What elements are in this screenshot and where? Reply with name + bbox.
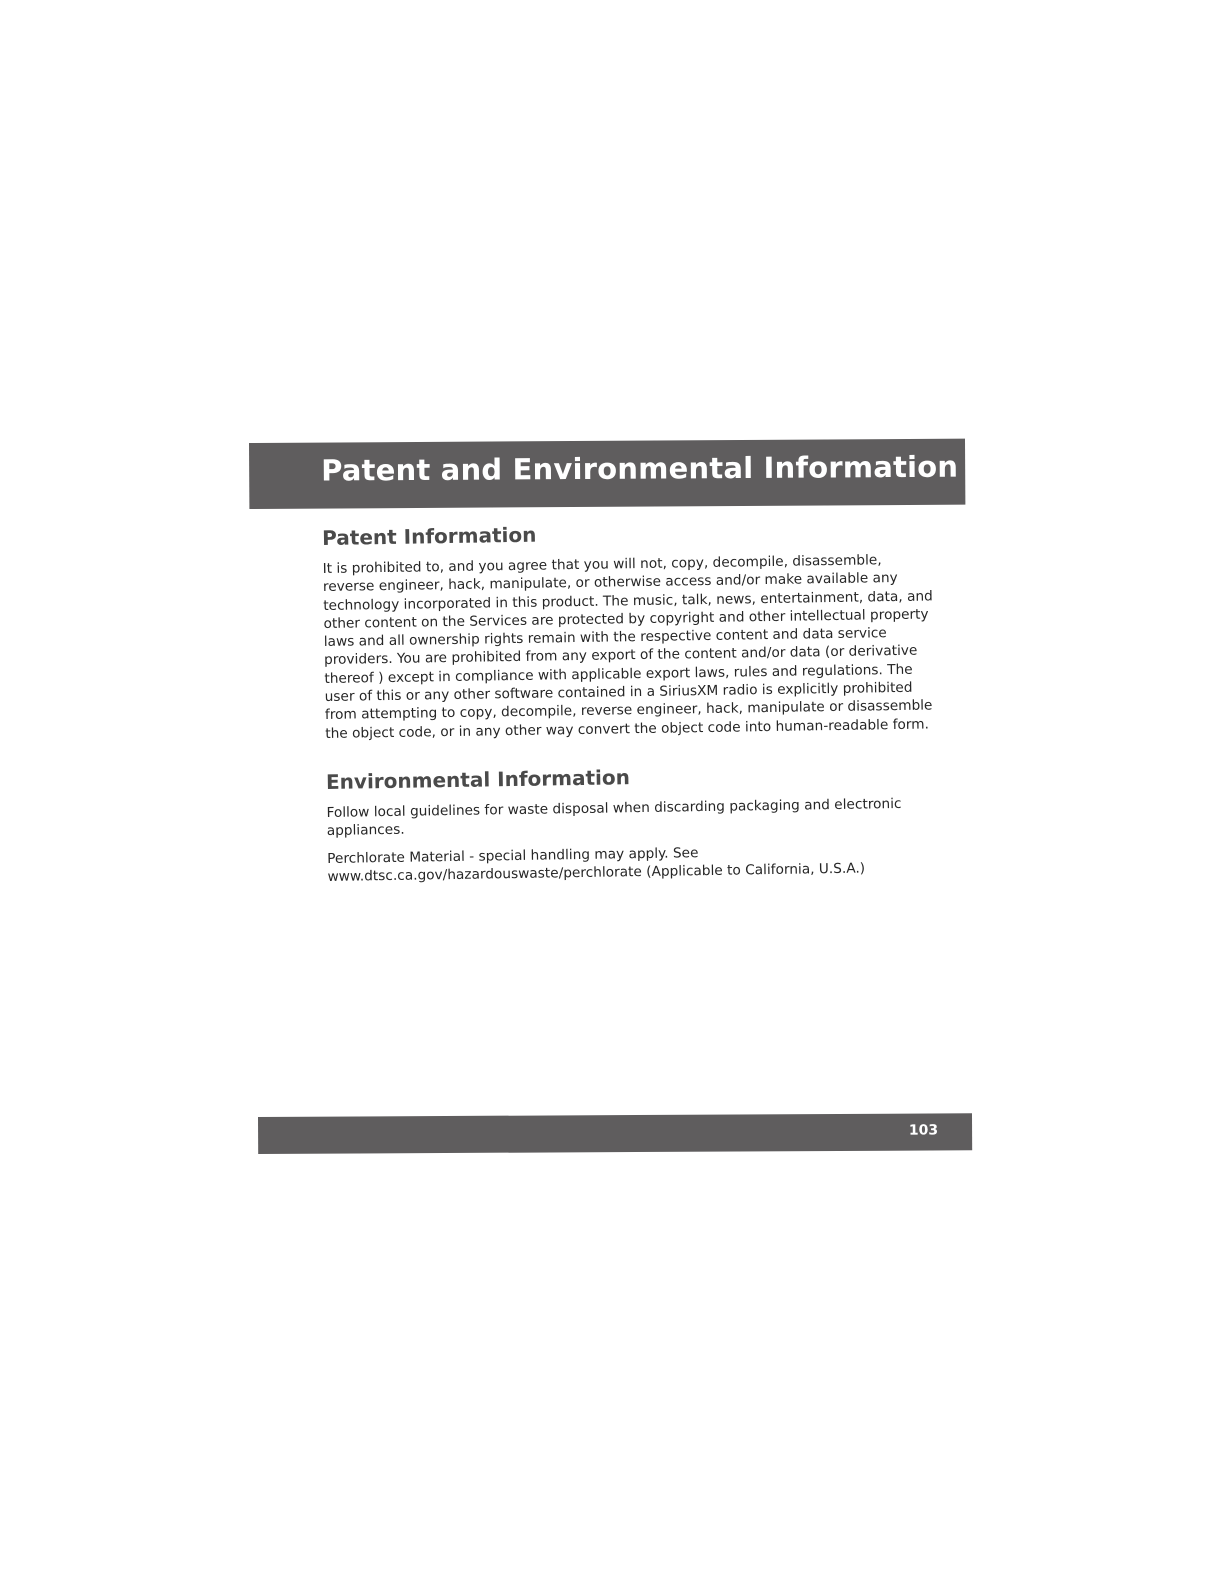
- perchlorate-paragraph: Perchlorate Material - special handling may apply. See www.dtsc.ca.gov/hazardouswaste/perchlorate (Applicable to California, U.S.A.): [327, 844, 866, 885]
- footer-bar: [258, 1113, 972, 1154]
- patent-heading: Patent Information: [322, 522, 537, 550]
- page-title: Patent and Environmental Information: [321, 449, 959, 488]
- environmental-heading: Environmental Information: [325, 765, 631, 794]
- patent-paragraph: It is prohibited to, and you agree that you will not, copy, decompile, disassemble, reverse engineer, hack, manipulate, or otherwise access and/or make available any technology incorporated in this product. The music, talk, news, entertainment, data, and other content on the Services are protected by copyright and other intellectual property laws and all ownership rights remain with the respective content and data service providers. You are prohibited from any export of the content and/or data (or derivative thereof ) except in compliance with applicable export laws, rules and regulations. The user of this or any other software contained in a SiriusXM radio is explicitly prohibited from attempting to copy, decompile, reverse engineer, hack, manipulate or disassemble the object code, or in any other way convert the object code into human-readable form.: [322, 552, 933, 742]
- waste-disposal-paragraph: Follow local guidelines for waste disposal when discarding packaging and electronic appliances.: [326, 795, 902, 840]
- page-content: [322, 516, 938, 886]
- header-bar: [249, 439, 965, 509]
- page-number: 103: [908, 1122, 939, 1139]
- patent-section: [322, 516, 935, 743]
- environmental-section: [326, 760, 938, 886]
